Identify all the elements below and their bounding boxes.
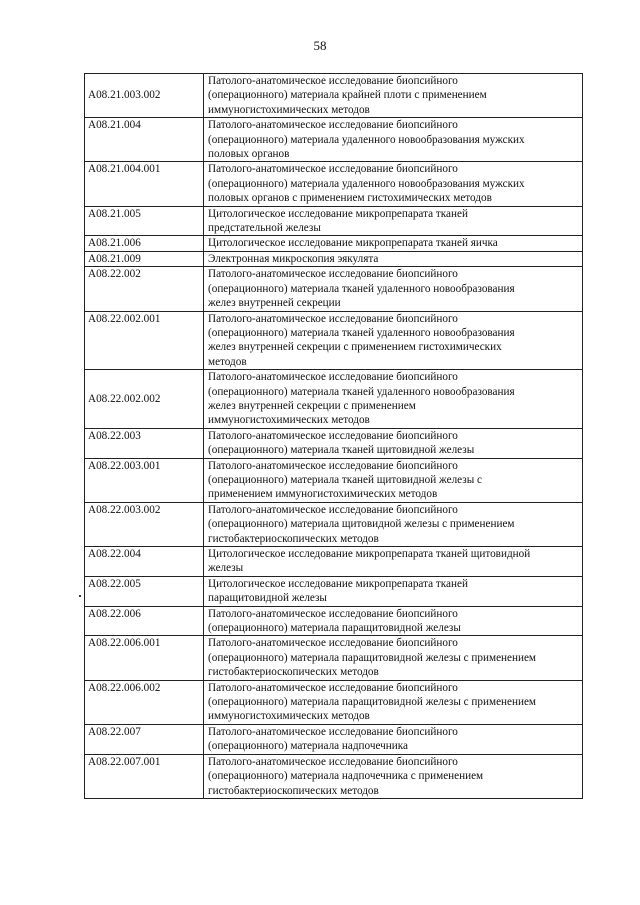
service-code: A08.22.005 xyxy=(85,576,204,606)
service-description xyxy=(204,636,583,680)
scan-artifact-mark xyxy=(79,595,81,597)
service-description xyxy=(204,754,583,798)
service-code: A08.21.005 xyxy=(85,206,204,236)
description-line: применением иммуногистохимических методов xyxy=(208,488,438,501)
description-line: Патолого-анатомическое исследование биопсийного xyxy=(208,268,458,281)
service-code: A08.22.006.002 xyxy=(85,680,204,724)
service-code: A08.22.003 xyxy=(85,428,204,458)
description-line: (операционного) материала тканей удаленного новообразования xyxy=(208,282,515,295)
description-line: (операционного) материала щитовидной железы с применением xyxy=(208,518,515,531)
description-line: иммуногистохимических методов xyxy=(208,414,370,427)
description-line: Электронная микроскопия эякулята xyxy=(208,252,379,265)
service-code: A08.21.004 xyxy=(85,118,204,162)
service-code: A08.22.006.001 xyxy=(85,636,204,680)
description-line: гистобактериоскопических методов xyxy=(208,532,379,545)
service-code: A08.22.002 xyxy=(85,267,204,311)
description-line: Патолого-анатомическое исследование биопсийного xyxy=(208,312,458,325)
table-row xyxy=(85,458,583,502)
description-line: (операционного) материала паращитовидной железы с применением xyxy=(208,696,537,709)
service-description xyxy=(204,311,583,370)
service-description xyxy=(204,162,583,206)
table-row xyxy=(85,428,583,458)
description-line: Патолого-анатомическое исследование биопсийного xyxy=(208,119,458,132)
description-line: Цитологическое исследование микропрепарата тканей щитовидной xyxy=(208,548,531,560)
description-line: железы xyxy=(208,562,244,575)
service-code: A08.22.007 xyxy=(85,724,204,754)
page-number: 58 xyxy=(313,38,327,53)
description-line: (операционного) материала удаленного новообразования мужских xyxy=(208,133,525,146)
description-line: (операционного) материала тканей щитовидной железы xyxy=(208,444,475,457)
service-code: A08.21.006 xyxy=(85,236,204,251)
service-description xyxy=(204,206,583,236)
description-line: Патолого-анатомическое исследование биопсийного xyxy=(208,75,458,87)
description-line: (операционного) материала тканей щитовидной железы с xyxy=(208,473,482,486)
service-description xyxy=(204,428,583,458)
service-description xyxy=(204,118,583,162)
description-line: Цитологическое исследование микропрепарата тканей xyxy=(208,207,468,220)
description-line: (операционного) материала крайней плоти с применением xyxy=(208,89,487,102)
description-line: методов xyxy=(208,355,247,368)
table-row xyxy=(85,680,583,724)
table-row xyxy=(85,162,583,206)
service-description xyxy=(204,74,583,118)
services-table xyxy=(84,73,583,799)
table-row xyxy=(85,606,583,636)
service-description xyxy=(204,724,583,754)
table-row xyxy=(85,267,583,311)
service-code: A08.21.003.002 xyxy=(85,74,204,118)
description-line: (операционного) материала надпочечника xyxy=(208,740,408,753)
service-code: A08.22.007.001 xyxy=(85,754,204,798)
services-table-body xyxy=(85,74,583,799)
description-line: Патолого-анатомическое исследование биопсийного xyxy=(208,681,458,694)
description-line: половых органов с применением гистохимических методов xyxy=(208,192,492,205)
service-code: A08.22.002.002 xyxy=(85,370,204,429)
description-line: (операционного) материала удаленного новообразования мужских xyxy=(208,177,525,190)
description-line: (операционного) материала паращитовидной железы с применением xyxy=(208,651,537,664)
description-line: предстательной железы xyxy=(208,222,321,235)
description-line: Патолого-анатомическое исследование биопсийного xyxy=(208,459,458,472)
table-row xyxy=(85,754,583,798)
description-line: Патолого-анатомическое исследование биопсийного xyxy=(208,429,458,442)
service-code: A08.22.003.002 xyxy=(85,502,204,546)
service-description xyxy=(204,576,583,606)
table-row xyxy=(85,311,583,370)
service-code: A08.21.009 xyxy=(85,251,204,266)
table-row xyxy=(85,576,583,606)
table-row xyxy=(85,118,583,162)
description-line: иммуногистохимических методов xyxy=(208,710,370,723)
table-row xyxy=(85,206,583,236)
description-line: Патолого-анатомическое исследование биопсийного xyxy=(208,371,458,384)
description-line: паращитовидной железы xyxy=(208,592,327,605)
service-description xyxy=(204,251,583,266)
service-description xyxy=(204,458,583,502)
service-description xyxy=(204,502,583,546)
service-description xyxy=(204,606,583,636)
service-code: A08.22.006 xyxy=(85,606,204,636)
service-code: A08.22.004 xyxy=(85,547,204,577)
description-line: (операционного) материала надпочечника с применением xyxy=(208,770,484,783)
description-line: Патолого-анатомическое исследование биопсийного xyxy=(208,725,458,738)
service-code: A08.21.004.001 xyxy=(85,162,204,206)
service-description xyxy=(204,547,583,577)
table-row xyxy=(85,547,583,577)
table-row xyxy=(85,724,583,754)
description-line: Патолого-анатомическое исследование биопсийного xyxy=(208,163,458,176)
description-line: желез внутренней секреции xyxy=(208,297,341,310)
service-code: A08.22.003.001 xyxy=(85,458,204,502)
description-line: Цитологическое исследование микропрепарата тканей яичка xyxy=(208,237,498,250)
description-line: иммуногистохимических методов xyxy=(208,103,370,116)
table-row xyxy=(85,636,583,680)
table-row xyxy=(85,251,583,266)
table-row xyxy=(85,502,583,546)
table-row xyxy=(85,236,583,251)
description-line: половых органов xyxy=(208,148,290,161)
description-line: желез внутренней секреции с применением гистохимических xyxy=(208,341,502,354)
description-line: (операционного) материала тканей удаленного новообразования xyxy=(208,385,515,398)
description-line: (операционного) материала паращитовидной железы xyxy=(208,622,461,635)
table-row xyxy=(85,74,583,118)
description-line: Патолого-анатомическое исследование биопсийного xyxy=(208,503,458,516)
service-description xyxy=(204,236,583,251)
description-line: Патолого-анатомическое исследование биопсийного xyxy=(208,607,458,620)
description-line: Цитологическое исследование микропрепарата тканей xyxy=(208,577,468,590)
description-line: Патолого-анатомическое исследование биопсийного xyxy=(208,755,458,768)
service-description xyxy=(204,680,583,724)
description-line: Патолого-анатомическое исследование биопсийного xyxy=(208,637,458,650)
description-line: гистобактериоскопических методов xyxy=(208,666,379,679)
description-line: гистобактериоскопических методов xyxy=(208,784,379,797)
description-line: (операционного) материала тканей удаленного новообразования xyxy=(208,326,515,339)
description-line: желез внутренней секреции с применением xyxy=(208,399,416,412)
service-code: A08.22.002.001 xyxy=(85,311,204,370)
service-description xyxy=(204,267,583,311)
service-description xyxy=(204,370,583,429)
table-row xyxy=(85,370,583,429)
